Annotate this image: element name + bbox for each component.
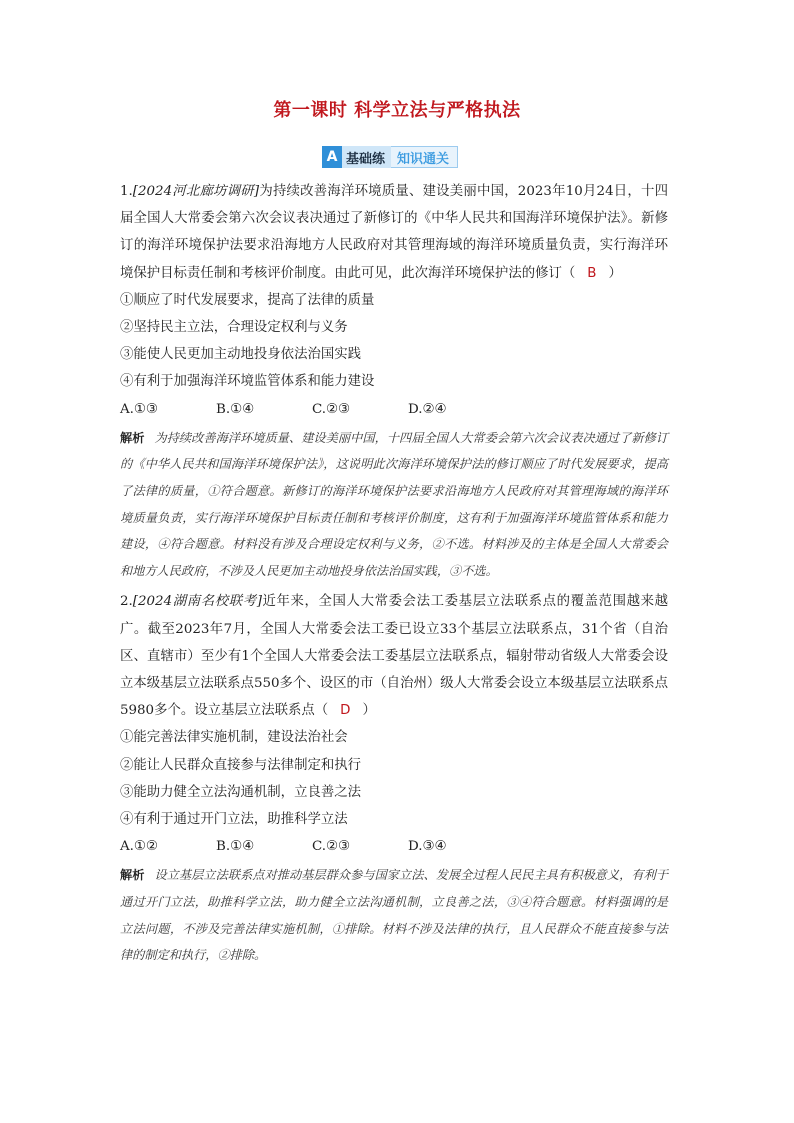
question-number: 1. [120, 184, 133, 199]
statement-2: ②坚持民主立法，合理设定权利与义务 [120, 320, 348, 336]
analysis [120, 425, 668, 585]
analysis-label: 解析 [120, 868, 145, 883]
question-2 [120, 588, 668, 968]
choice-b: B.①④ [216, 401, 255, 417]
question-number: 2. [120, 594, 133, 610]
section-subtitle: 知识通关 [391, 146, 458, 168]
choice-row [120, 396, 668, 423]
choice-row [120, 833, 668, 860]
statement-2: ②能让人民群众直接参与法律制定和执行 [120, 757, 362, 773]
choice-d: D.③④ [408, 839, 447, 855]
statement-3: ③能助力健全立法沟通机制，立良善之法 [120, 784, 362, 800]
choice-a: A.①③ [120, 401, 158, 417]
question-stem [120, 178, 668, 287]
statement-3: ③能使人民更加主动地投身依法治国实践 [120, 347, 362, 363]
section-name: 基础练 [342, 146, 391, 168]
question-text: 为持续改善海洋环境质量、建设美丽中国，2023年10月24日，十四届全国人大常委会第六次会议表决通过了新修订的《中华人民共和国海洋环境保护法》。新修订的海洋环境保护法要求沿海地方人民政府对其管理海域的海洋环境质量负责，实行海洋环境保护目标责任制和考核评价制度。由此可见，此次海洋环境保护法的修订（ [120, 184, 668, 281]
question-text-end: ） [608, 265, 622, 281]
answer-letter: B [587, 265, 597, 281]
page-title: 第一课时 科学立法与严格执法 [273, 100, 521, 121]
answer-letter: D [340, 703, 351, 719]
statement-1: ①能完善法律实施机制，建设法治社会 [120, 730, 348, 746]
choice-a: A.①② [120, 839, 158, 855]
question-source: [2024河北廊坊调研] [132, 184, 260, 199]
section-badge [322, 146, 458, 168]
question-text-end: ） [362, 703, 376, 719]
choice-b: B.①④ [216, 839, 255, 855]
question-stem [120, 588, 668, 724]
analysis-label: 解析 [120, 430, 145, 445]
question-text: 近年来，全国人大常委会法工委基层立法联系点的覆盖范围越来越广。截至2023年7月，全国人大常委会法工委已设立33个基层立法联系点，31个省（自治区、直辖市）至少有1个全国人大常委会法工委基层立法联系点，辐射带动省级人大常委会设立本级基层立法联系点550多个、设区的市（自治州）级人大常委会设立本级基层立法联系点5980多个。设立基层立法联系点（ [120, 594, 668, 719]
question-1 [120, 178, 668, 584]
questions-container [120, 178, 668, 973]
statement-4: ④有利于加强海洋环境监管体系和能力建设 [120, 374, 375, 390]
choice-c: C.②③ [312, 401, 351, 417]
analysis [120, 862, 668, 968]
choice-d: D.②④ [408, 401, 447, 417]
statement-4: ④有利于通过开门立法，助推科学立法 [120, 812, 348, 828]
analysis-text: 设立基层立法联系点对推动基层群众参与国家立法、发展全过程人民民主具有积极意义，有利于通过开门立法，助推科学立法，助力健全立法沟通机制，立良善之法，③④符合题意。材料强调的是立法问题，不涉及完善法律实施机制，①排除。材料不涉及法律的执行，且人民群众不能直接参与法律的制定和执行，②排除。 [120, 868, 669, 963]
choice-c: C.②③ [312, 839, 351, 855]
analysis-text: 为持续改善海洋环境质量、建设美丽中国，十四届全国人大常委会第六次会议表决通过了新修订的《中华人民共和国海洋环境保护法》，这说明此次海洋环境保护法的修订顺应了时代发展要求，提高了法律的质量，①符合题意。新修订的海洋环境保护法要求沿海地方人民政府对其管理海域的海洋环境质量负责，实行海洋环境保护目标责任制和考核评价制度，这有利于加强海洋环境监管体系和能力建设，④符合题意。材料没有涉及合理设定权利与义务，②不选。材料涉及的主体是全国人大常委会和地方人民政府，不涉及人民更加主动地投身依法治国实践，③不选。 [120, 430, 669, 578]
question-source: [2024湖南名校联考] [132, 594, 262, 610]
statement-1: ①顺应了时代发展要求，提高了法律的质量 [120, 292, 375, 308]
section-letter: A [322, 146, 342, 168]
